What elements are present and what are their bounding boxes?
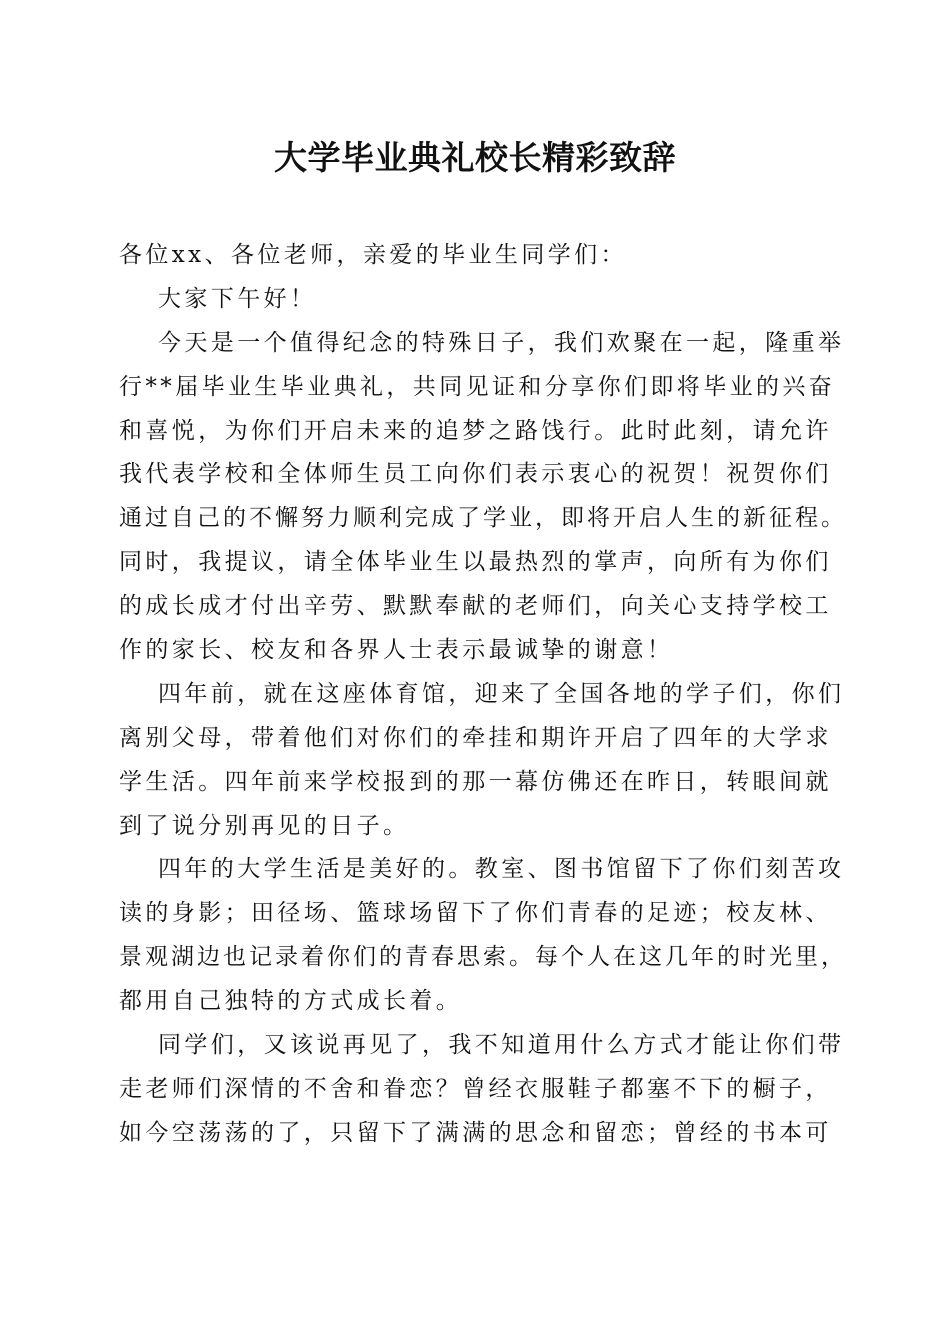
- paragraph-line: 同学们，又该说再见了，我不知道用什么方式才能让你们带: [158, 1032, 845, 1059]
- paragraph-line: 作的家长、校友和各界人士表示最诚挚的谢意！: [119, 637, 674, 664]
- paragraph-line: 读的身影；田径场、篮球场留下了你们青春的足迹；校友林、: [119, 900, 832, 927]
- salutation-line: 各位xx、各位老师，亲爱的毕业生同学们：: [119, 242, 627, 268]
- paragraph-line: 离别父母，带着他们对你们的牵挂和期许开启了四年的大学求: [119, 724, 832, 751]
- paragraph-line: 我代表学校和全体师生员工向你们表示衷心的祝贺！祝贺你们: [119, 461, 832, 488]
- paragraph-line: 同时，我提议，请全体毕业生以最热烈的掌声，向所有为你们: [119, 549, 832, 576]
- document-body: [119, 234, 847, 1156]
- paragraph-line: 学生活。四年前来学校报到的那一幕仿佛还在昨日，转眼间就: [119, 768, 832, 795]
- paragraph-line: 和喜悦，为你们开启未来的追梦之路饯行。此时此刻，请允许: [119, 417, 832, 444]
- paragraph-line: 四年前，就在这座体育馆，迎来了全国各地的学子们，你们: [158, 680, 845, 707]
- paragraph-line: 通过自己的不懈努力顺利完成了学业，即将开启人生的新征程。: [119, 505, 847, 532]
- paragraph-line: 走老师们深情的不舍和眷恋？曾经衣服鞋子都塞不下的橱子，: [119, 1075, 832, 1102]
- paragraph-line: 四年的大学生活是美好的。教室、图书馆留下了你们刻苦攻: [158, 856, 845, 883]
- paragraph-line: 都用自己独特的方式成长着。: [119, 988, 463, 1015]
- paragraph-line: 景观湖边也记录着你们的青春思索。每个人在这几年的时光里，: [119, 944, 847, 971]
- paragraph-line: 行**届毕业生毕业典礼，共同见证和分享你们即将毕业的兴奋: [119, 373, 836, 400]
- paragraph-line: 今天是一个值得纪念的特殊日子，我们欢聚在一起，隆重举: [158, 329, 845, 356]
- greeting-line: 大家下午好！: [158, 285, 317, 312]
- document-title: 大学毕业典礼校长精彩致辞: [274, 138, 676, 177]
- paragraph-line: 如今空荡荡的了，只留下了满满的思念和留恋；曾经的书本可: [119, 1119, 832, 1146]
- paragraph-line: 的成长成才付出辛劳、默默奉献的老师们，向关心支持学校工: [119, 593, 832, 620]
- paragraph-line: 到了说分别再见的日子。: [119, 812, 410, 839]
